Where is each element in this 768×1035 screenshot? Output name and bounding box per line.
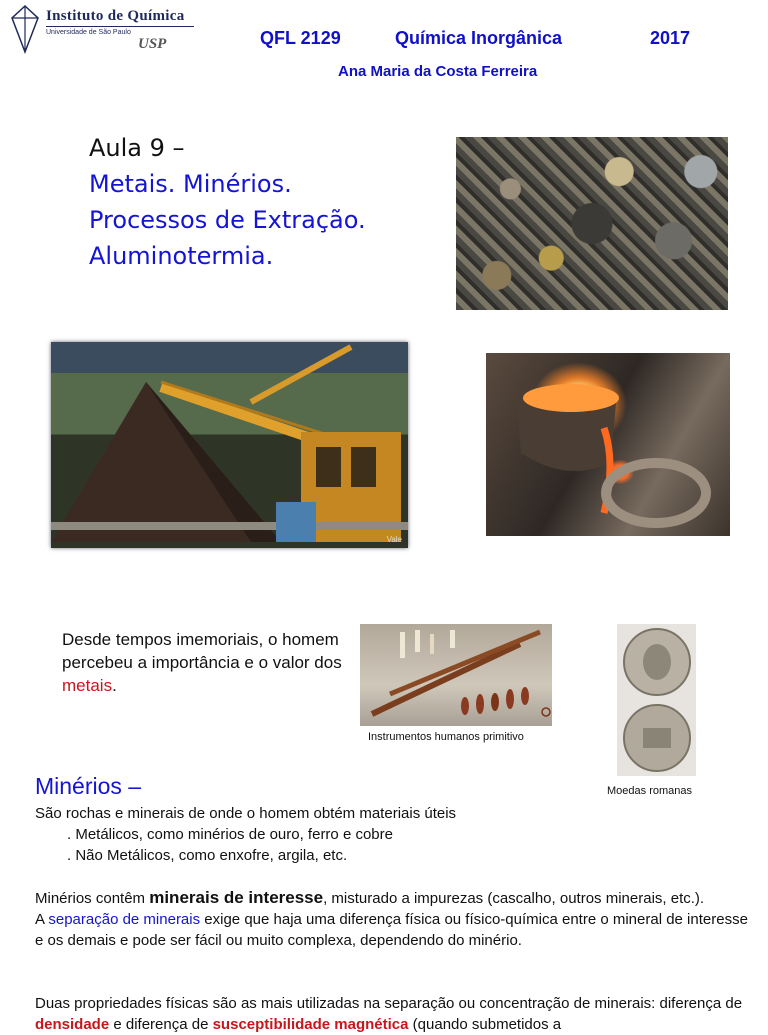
molten-metal-photo <box>486 353 730 536</box>
usp-logo-text: USP <box>138 36 167 52</box>
primitive-tools-photo <box>360 624 552 726</box>
logo-divider <box>46 26 194 27</box>
logo-emblem-icon <box>10 4 40 54</box>
para2-text: (quando submetidos a <box>408 1016 562 1033</box>
para2-text: e diferença de <box>109 1016 213 1033</box>
lecture-number: Aula 9 – <box>89 134 185 162</box>
lecture-topic: Metais. Minérios. <box>89 170 292 198</box>
definition-text: São rochas e minerais de onde o homem obtém materiais úteis <box>35 805 457 822</box>
metais-highlight: metais <box>62 676 113 695</box>
para1-text: Minérios contêm <box>35 890 150 907</box>
coins-caption: Moedas romanas <box>607 785 692 797</box>
intro-paragraph <box>62 628 347 697</box>
scrap-metal-photo <box>456 137 728 310</box>
course-code: QFL 2129 <box>260 28 341 48</box>
professor-name: Ana Maria da Costa Ferreira <box>338 63 538 80</box>
lecture-topic: Aluminotermia. <box>89 242 274 270</box>
intro-text: Desde tempos imemoriais, o homem percebeu a importância e o valor dos <box>62 630 342 672</box>
logo-subtitle: Universidade de São Paulo <box>46 29 131 36</box>
list-item: . Não Metálicos, como enxofre, argila, etc. <box>67 847 348 864</box>
course-year: 2017 <box>650 28 691 48</box>
densidade-highlight: densidade <box>35 1016 110 1033</box>
para1-text: exige que haja uma diferença física ou físico-química entre o mineral de interesse e os demais e pode ser fácil ou muito complexa, dependendo do minério. <box>35 911 748 949</box>
intro-end: . <box>112 676 117 695</box>
minerios-definition <box>35 803 456 866</box>
logo-title: Instituto de Química <box>46 8 185 24</box>
susceptibilidade-highlight: susceptibilidade magnética <box>212 1016 409 1033</box>
para2-text: Duas propriedades físicas são as mais utilizadas na separação ou concentração de minerais: diferença de <box>35 995 743 1012</box>
institute-logo <box>8 2 194 54</box>
minerais-interesse-bold: minerais de interesse <box>149 888 324 907</box>
section-heading: Minérios – <box>35 773 142 799</box>
separacao-highlight: separação de minerais <box>48 911 201 928</box>
paragraph-minerals <box>35 887 755 951</box>
lecture-title <box>89 130 366 274</box>
roman-coins-photo <box>617 624 696 776</box>
paragraph-properties <box>35 993 755 1035</box>
lecture-topic: Processos de Extração. <box>89 206 366 234</box>
tools-caption: Instrumentos humanos primitivo <box>368 731 524 743</box>
mine-photo-watermark: Vale <box>386 535 402 544</box>
list-item: . Metálicos, como minérios de ouro, ferro e cobre <box>67 826 393 843</box>
ore-mining-photo <box>51 342 408 548</box>
course-name: Química Inorgânica <box>395 28 563 48</box>
para1-text: A <box>35 911 49 928</box>
para1-text: , misturado a impurezas (cascalho, outros minerais, etc.). <box>323 890 705 907</box>
